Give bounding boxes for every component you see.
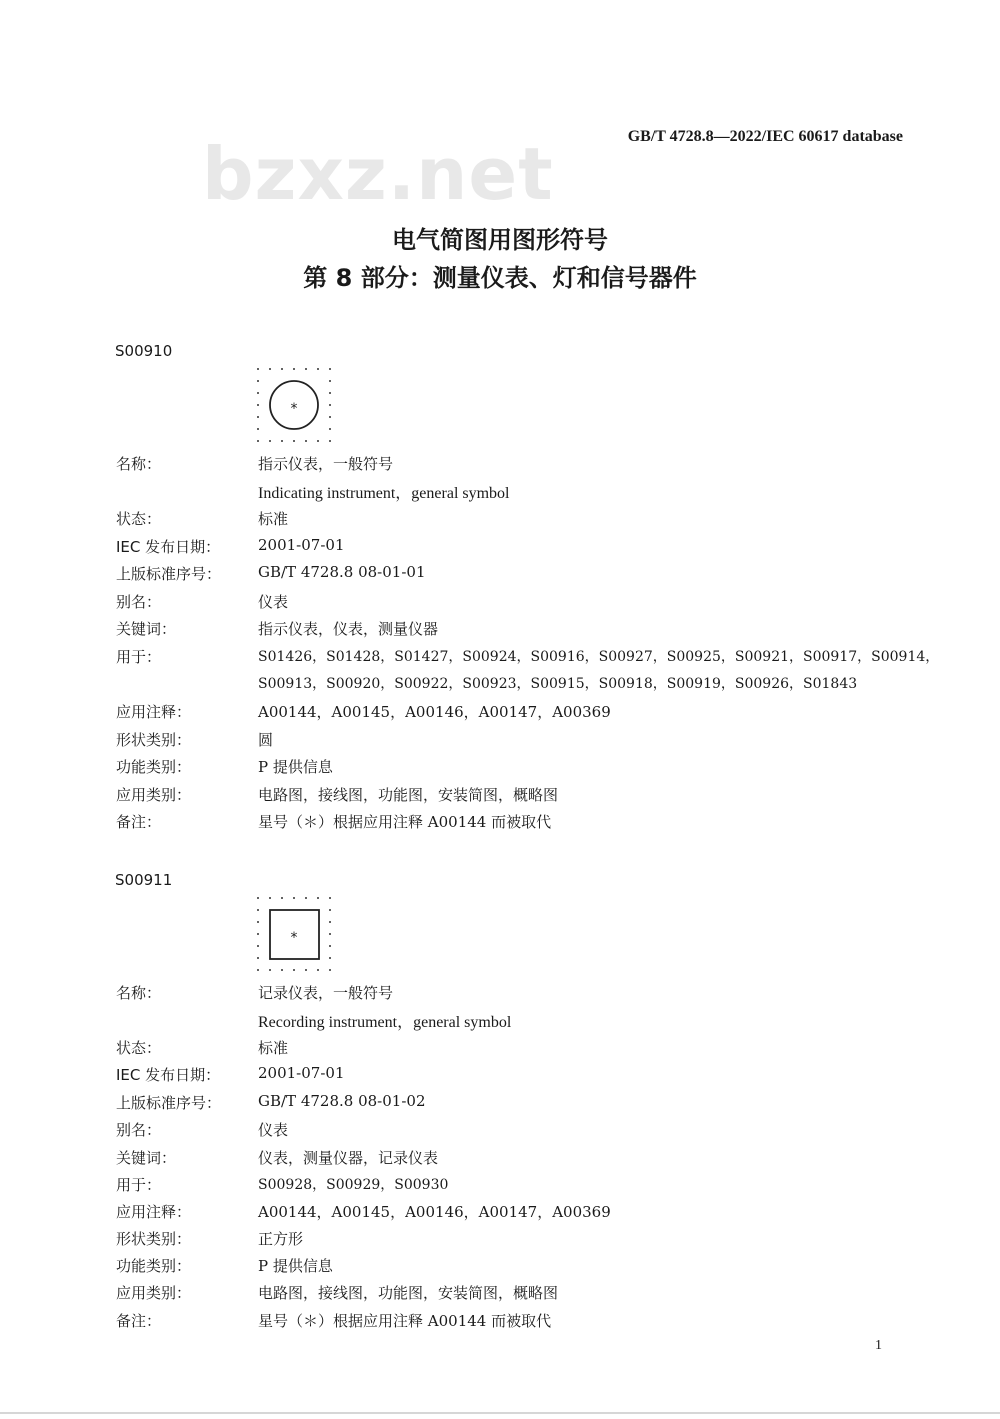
field-name: 名称： 记录仪表，一般符号 bbox=[116, 984, 394, 1002]
field-application: 应用类别： 电路图，接线图，功能图，安装简图，概略图 bbox=[116, 786, 559, 804]
field-name-en: Recording instrument，general symbol bbox=[258, 1014, 512, 1031]
document-title: 电气简图用图形符号 bbox=[392, 226, 608, 254]
field-keywords: 关键词： 仪表，测量仪器，记录仪表 bbox=[116, 1149, 439, 1167]
field-keywords: 关键词： 指示仪表，仪表，测量仪器 bbox=[116, 620, 439, 638]
field-function: 功能类别： P 提供信息 bbox=[116, 1257, 333, 1275]
field-status: 状态： 标准 bbox=[116, 510, 289, 528]
field-used-in: 用于： S00928，S00929，S00930 bbox=[116, 1176, 449, 1194]
field-function: 功能类别： P 提供信息 bbox=[116, 758, 333, 776]
page-bottom-edge bbox=[0, 1412, 1000, 1414]
symbol-code: S00911 bbox=[115, 871, 173, 889]
field-name-en: Indicating instrument，general symbol bbox=[258, 485, 510, 502]
field-prev-std: 上版标准序号： GB/T 4728.8 08-01-02 bbox=[116, 1092, 426, 1112]
svg-text:*: * bbox=[290, 930, 298, 946]
watermark: bzxz.net bbox=[202, 132, 554, 216]
field-remark: 备注： 星号（＊）根据应用注释 A00144 而被取代 bbox=[116, 1312, 552, 1330]
field-remark: 备注： 星号（＊）根据应用注释 A00144 而被取代 bbox=[116, 813, 552, 831]
field-used-in: 用于： S01426，S01428，S01427，S00924，S00916，S00927，S00925，S00921，S00917，S00914， bbox=[116, 648, 940, 666]
square-symbol-icon bbox=[256, 896, 336, 976]
field-alias: 别名： 仪表 bbox=[116, 593, 289, 611]
field-used-in-cont: S00913，S00920，S00922，S00923，S00915，S00918，S00919，S00926，S01843 bbox=[258, 676, 858, 692]
circle-symbol-icon bbox=[256, 367, 336, 447]
field-name: 名称： 指示仪表，一般符号 bbox=[116, 455, 394, 473]
field-notes: 应用注释： A00144，A00145，A00146，A00147，A00369 bbox=[116, 1203, 611, 1221]
document-subtitle: 第 8 部分：测量仪表、灯和信号器件 bbox=[303, 264, 697, 292]
field-shape: 形状类别： 圆 bbox=[116, 731, 274, 749]
field-iec-date: IEC 发布日期： 2001-07-01 bbox=[116, 536, 345, 556]
field-application: 应用类别： 电路图，接线图，功能图，安装简图，概略图 bbox=[116, 1284, 559, 1302]
field-alias: 别名： 仪表 bbox=[116, 1121, 289, 1139]
symbol-code: S00910 bbox=[115, 342, 173, 360]
page-number: 1 bbox=[875, 1338, 882, 1353]
svg-text:*: * bbox=[290, 401, 298, 417]
field-prev-std: 上版标准序号： GB/T 4728.8 08-01-01 bbox=[116, 563, 426, 583]
standard-number: GB/T 4728.8—2022/IEC 60617 database bbox=[627, 128, 903, 145]
field-iec-date: IEC 发布日期： 2001-07-01 bbox=[116, 1064, 345, 1084]
field-shape: 形状类别： 正方形 bbox=[116, 1230, 304, 1248]
field-status: 状态： 标准 bbox=[116, 1039, 289, 1057]
field-notes: 应用注释： A00144，A00145，A00146，A00147，A00369 bbox=[116, 703, 611, 721]
